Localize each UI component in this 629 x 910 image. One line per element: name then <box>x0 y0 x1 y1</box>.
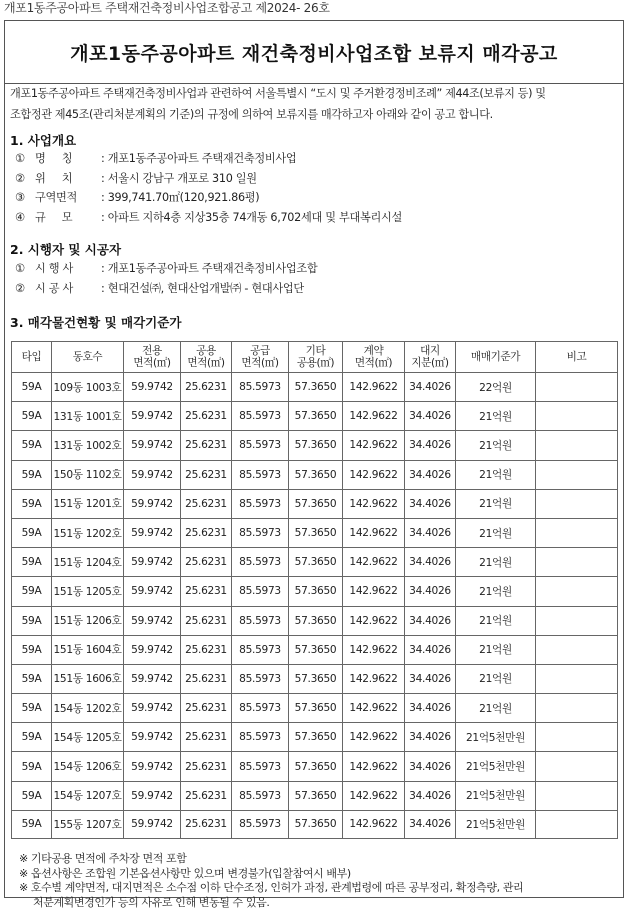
column-header: 타입 <box>12 342 52 373</box>
table-row <box>12 694 618 723</box>
table-cell: 59.9742 <box>124 635 181 664</box>
overview-item <box>15 150 296 166</box>
table-cell: 59.9742 <box>124 518 181 547</box>
column-header: 공급 면적(㎡) <box>232 342 289 373</box>
table-row <box>12 635 618 664</box>
table-cell: 142.9622 <box>343 518 405 547</box>
table-cell: 85.5973 <box>232 781 289 810</box>
table-cell: 57.3650 <box>289 460 343 489</box>
table-cell: 25.6231 <box>181 664 232 693</box>
table-cell: 57.3650 <box>289 402 343 431</box>
table-cell: 142.9622 <box>343 810 405 838</box>
table-cell: 85.5973 <box>232 810 289 838</box>
item-value: : 현대건설㈜, 현대산업개발㈜ - 현대사업단 <box>101 282 304 295</box>
table-cell: 57.3650 <box>289 694 343 723</box>
table-cell: 57.3650 <box>289 781 343 810</box>
table-cell: 57.3650 <box>289 373 343 402</box>
table-cell <box>536 431 618 460</box>
table-cell: 142.9622 <box>343 635 405 664</box>
item-label: 위 치 <box>35 170 101 186</box>
table-cell: 57.3650 <box>289 431 343 460</box>
table-cell: 142.9622 <box>343 694 405 723</box>
table-cell: 57.3650 <box>289 810 343 838</box>
table-cell: 59A <box>12 373 52 402</box>
section-2-heading: 2. 시행자 및 시공자 <box>10 240 121 258</box>
table-cell: 21억5천만원 <box>456 810 536 838</box>
table-cell: 59.9742 <box>124 810 181 838</box>
table-cell: 25.6231 <box>181 810 232 838</box>
table-cell: 151동 1604호 <box>52 635 124 664</box>
table-cell: 21억원 <box>456 635 536 664</box>
table-cell: 154동 1202호 <box>52 694 124 723</box>
table-cell <box>536 402 618 431</box>
table-cell: 57.3650 <box>289 606 343 635</box>
section-3-heading: 3. 매각물건현황 및 매각기준가 <box>10 313 181 331</box>
table-cell: 142.9622 <box>343 752 405 781</box>
table-row <box>12 752 618 781</box>
table-cell: 85.5973 <box>232 460 289 489</box>
table-row <box>12 781 618 810</box>
table-cell <box>536 723 618 752</box>
table-cell: 25.6231 <box>181 489 232 518</box>
table-cell: 22억원 <box>456 373 536 402</box>
intro-paragraph <box>10 83 616 125</box>
table-cell: 131동 1002호 <box>52 431 124 460</box>
notice-frame <box>4 20 624 898</box>
table-row <box>12 548 618 577</box>
table-cell: 21억원 <box>456 489 536 518</box>
table-cell: 131동 1001호 <box>52 402 124 431</box>
table-cell: 34.4026 <box>405 577 456 606</box>
table-cell: 59A <box>12 635 52 664</box>
table-cell: 25.6231 <box>181 635 232 664</box>
column-header: 기타 공용(㎡) <box>289 342 343 373</box>
overview-item <box>15 280 304 296</box>
table-cell: 85.5973 <box>232 431 289 460</box>
table-cell: 34.4026 <box>405 781 456 810</box>
column-header: 매매기준가 <box>456 342 536 373</box>
table-cell: 25.6231 <box>181 431 232 460</box>
table-cell: 25.6231 <box>181 402 232 431</box>
table-cell: 21억원 <box>456 460 536 489</box>
table-cell: 57.3650 <box>289 723 343 752</box>
note-options: ※ 옵션사항은 조합원 기본옵션사항만 있으며 변경불가(입찰참여시 배부) <box>19 867 523 882</box>
table-cell <box>536 752 618 781</box>
column-header: 계약 면적(㎡) <box>343 342 405 373</box>
table-cell: 59.9742 <box>124 431 181 460</box>
table-row <box>12 664 618 693</box>
table-cell: 85.5973 <box>232 518 289 547</box>
table-cell: 59.9742 <box>124 694 181 723</box>
table-cell: 59A <box>12 431 52 460</box>
table-cell: 21억원 <box>456 548 536 577</box>
table-cell: 85.5973 <box>232 635 289 664</box>
table-cell: 151동 1202호 <box>52 518 124 547</box>
table-cell: 59A <box>12 460 52 489</box>
table-cell: 34.4026 <box>405 373 456 402</box>
table-cell: 59A <box>12 752 52 781</box>
table-cell <box>536 460 618 489</box>
table-cell: 34.4026 <box>405 752 456 781</box>
table-row <box>12 489 618 518</box>
table-cell: 34.4026 <box>405 694 456 723</box>
table-cell: 59.9742 <box>124 781 181 810</box>
table-cell: 59A <box>12 518 52 547</box>
table-cell: 25.6231 <box>181 606 232 635</box>
table-cell: 25.6231 <box>181 460 232 489</box>
table-cell: 85.5973 <box>232 402 289 431</box>
table-cell: 57.3650 <box>289 635 343 664</box>
item-number: ④ <box>15 211 35 224</box>
item-label: 규 모 <box>35 209 101 225</box>
column-header: 동호수 <box>52 342 124 373</box>
table-cell: 25.6231 <box>181 781 232 810</box>
note-parking: ※ 기타공용 면적에 주차장 면적 포함 <box>19 852 523 867</box>
item-label: 시 행 사 <box>35 260 101 276</box>
overview-item <box>15 170 257 186</box>
table-row <box>12 518 618 547</box>
table-cell: 34.4026 <box>405 664 456 693</box>
item-value: : 개포1동주공아파트 주택재건축정비사업 <box>101 152 296 165</box>
table-cell: 21억원 <box>456 606 536 635</box>
table-cell <box>536 694 618 723</box>
table-cell: 25.6231 <box>181 752 232 781</box>
note-area-change: ※ 호수별 계약면적, 대지면적은 소수점 이하 단수조정, 인허가 과정, 관계법령에 따른 공부정리, 확정측량, 관리 <box>19 881 523 896</box>
table-header-row <box>12 342 618 373</box>
table-cell <box>536 489 618 518</box>
table-cell: 151동 1204호 <box>52 548 124 577</box>
table-cell: 59.9742 <box>124 402 181 431</box>
item-value: : 개포1동주공아파트 주택재건축정비사업조합 <box>101 262 317 275</box>
table-cell: 85.5973 <box>232 664 289 693</box>
table-cell: 142.9622 <box>343 489 405 518</box>
item-number: ① <box>15 152 35 165</box>
note-area-change-cont: 처분계획변경인가 등의 사유로 인해 변동될 수 있음. <box>19 896 523 910</box>
table-cell: 21억원 <box>456 518 536 547</box>
table-cell: 59.9742 <box>124 752 181 781</box>
table-cell: 25.6231 <box>181 577 232 606</box>
table-row <box>12 373 618 402</box>
table-cell: 150동 1102호 <box>52 460 124 489</box>
table-cell: 142.9622 <box>343 577 405 606</box>
table-cell: 59.9742 <box>124 373 181 402</box>
column-header: 공용 면적(㎡) <box>181 342 232 373</box>
table-cell: 57.3650 <box>289 664 343 693</box>
table-cell: 59A <box>12 781 52 810</box>
table-cell: 59.9742 <box>124 606 181 635</box>
table-cell: 21억원 <box>456 402 536 431</box>
table-cell <box>536 518 618 547</box>
section-1-heading: 1. 사업개요 <box>10 131 76 149</box>
table-cell: 21억원 <box>456 431 536 460</box>
table-cell <box>536 635 618 664</box>
table-cell: 109동 1003호 <box>52 373 124 402</box>
column-header: 비고 <box>536 342 618 373</box>
table-cell <box>536 606 618 635</box>
table-cell: 25.6231 <box>181 723 232 752</box>
table-cell: 59.9742 <box>124 548 181 577</box>
table-cell: 142.9622 <box>343 373 405 402</box>
table-cell: 151동 1205호 <box>52 577 124 606</box>
item-value: : 서울시 강남구 개포로 310 일원 <box>101 172 257 185</box>
table-cell: 59A <box>12 723 52 752</box>
table-cell: 85.5973 <box>232 752 289 781</box>
table-cell: 142.9622 <box>343 431 405 460</box>
table-row <box>12 577 618 606</box>
table-cell: 34.4026 <box>405 635 456 664</box>
title-banner <box>5 21 623 84</box>
table-cell: 142.9622 <box>343 781 405 810</box>
table-cell: 25.6231 <box>181 518 232 547</box>
table-cell: 59A <box>12 694 52 723</box>
sale-items-table <box>11 341 618 839</box>
table-cell: 85.5973 <box>232 373 289 402</box>
table-cell: 142.9622 <box>343 723 405 752</box>
item-label: 구역면적 <box>35 189 101 205</box>
table-cell: 25.6231 <box>181 548 232 577</box>
table-row <box>12 723 618 752</box>
table-cell: 59A <box>12 548 52 577</box>
table-cell: 21억5천만원 <box>456 781 536 810</box>
table-cell <box>536 577 618 606</box>
table-cell: 59A <box>12 577 52 606</box>
table-cell: 142.9622 <box>343 664 405 693</box>
item-value: : 399,741.70㎡(120,921.86평) <box>101 191 259 204</box>
table-cell: 85.5973 <box>232 548 289 577</box>
item-label: 명 칭 <box>35 150 101 166</box>
table-cell: 34.4026 <box>405 723 456 752</box>
table-cell: 154동 1206호 <box>52 752 124 781</box>
table-cell: 154동 1207호 <box>52 781 124 810</box>
table-row <box>12 810 618 838</box>
table-cell: 59A <box>12 810 52 838</box>
item-number: ③ <box>15 191 35 204</box>
notice-title: 개포1동주공아파트 재건축정비사업조합 보류지 매각공고 <box>70 39 558 66</box>
table-cell: 85.5973 <box>232 577 289 606</box>
table-cell: 21억원 <box>456 664 536 693</box>
table-cell: 151동 1201호 <box>52 489 124 518</box>
table-cell <box>536 781 618 810</box>
table-cell: 155동 1207호 <box>52 810 124 838</box>
table-cell: 59.9742 <box>124 489 181 518</box>
table-cell: 59.9742 <box>124 723 181 752</box>
table-cell <box>536 664 618 693</box>
table-cell: 21억원 <box>456 694 536 723</box>
table-cell: 85.5973 <box>232 694 289 723</box>
table-cell: 34.4026 <box>405 460 456 489</box>
overview-item <box>15 209 402 225</box>
table-cell <box>536 810 618 838</box>
table-cell: 59A <box>12 606 52 635</box>
intro-line-2: 조합정관 제45조(관리처분계획의 기준)의 규정에 의하여 보류지를 매각하고자 아래와 같이 공고 합니다. <box>10 104 616 125</box>
intro-line-1: 개포1동주공아파트 주택재건축정비사업과 관련하여 서울특별시 “도시 및 주거환경정비조례” 제44조(보류지 등) 및 <box>10 83 616 104</box>
table-cell: 34.4026 <box>405 548 456 577</box>
table-cell: 34.4026 <box>405 518 456 547</box>
table-row <box>12 460 618 489</box>
table-cell <box>536 373 618 402</box>
table-row <box>12 606 618 635</box>
footnotes <box>19 852 523 910</box>
table-cell: 142.9622 <box>343 402 405 431</box>
item-number: ② <box>15 172 35 185</box>
table-cell: 25.6231 <box>181 694 232 723</box>
table-cell: 57.3650 <box>289 548 343 577</box>
table-cell: 59.9742 <box>124 664 181 693</box>
table-cell: 57.3650 <box>289 518 343 547</box>
column-header: 대지 지분(㎡) <box>405 342 456 373</box>
table-cell: 34.4026 <box>405 810 456 838</box>
table-cell: 59A <box>12 664 52 693</box>
table-cell: 59.9742 <box>124 577 181 606</box>
table-cell: 142.9622 <box>343 606 405 635</box>
table-cell: 151동 1206호 <box>52 606 124 635</box>
table-cell: 21억5천만원 <box>456 723 536 752</box>
table-cell: 25.6231 <box>181 373 232 402</box>
table-cell: 85.5973 <box>232 723 289 752</box>
table-cell: 34.4026 <box>405 489 456 518</box>
table-cell: 142.9622 <box>343 548 405 577</box>
table-cell: 59A <box>12 489 52 518</box>
table-cell: 57.3650 <box>289 577 343 606</box>
table-cell: 21억5천만원 <box>456 752 536 781</box>
table-cell: 34.4026 <box>405 431 456 460</box>
table-cell: 59.9742 <box>124 460 181 489</box>
item-number: ① <box>15 262 35 275</box>
column-header: 전용 면적(㎡) <box>124 342 181 373</box>
item-label: 시 공 사 <box>35 280 101 296</box>
table-cell: 85.5973 <box>232 489 289 518</box>
table-row <box>12 402 618 431</box>
table-cell: 154동 1205호 <box>52 723 124 752</box>
table-cell: 21억원 <box>456 577 536 606</box>
table-row <box>12 431 618 460</box>
document-number: 개포1동주공아파트 주택재건축정비사업조합공고 제2024- 26호 <box>4 0 330 16</box>
overview-item <box>15 189 259 205</box>
item-number: ② <box>15 282 35 295</box>
table-cell: 85.5973 <box>232 606 289 635</box>
table-cell <box>536 548 618 577</box>
table-cell: 34.4026 <box>405 402 456 431</box>
table-cell: 57.3650 <box>289 489 343 518</box>
table-cell: 59A <box>12 402 52 431</box>
overview-item <box>15 260 317 276</box>
table-cell: 34.4026 <box>405 606 456 635</box>
table-cell: 57.3650 <box>289 752 343 781</box>
table-cell: 142.9622 <box>343 460 405 489</box>
item-value: : 아파트 지하4층 지상35층 74개동 6,702세대 및 부대복리시설 <box>101 211 402 224</box>
table-cell: 151동 1606호 <box>52 664 124 693</box>
